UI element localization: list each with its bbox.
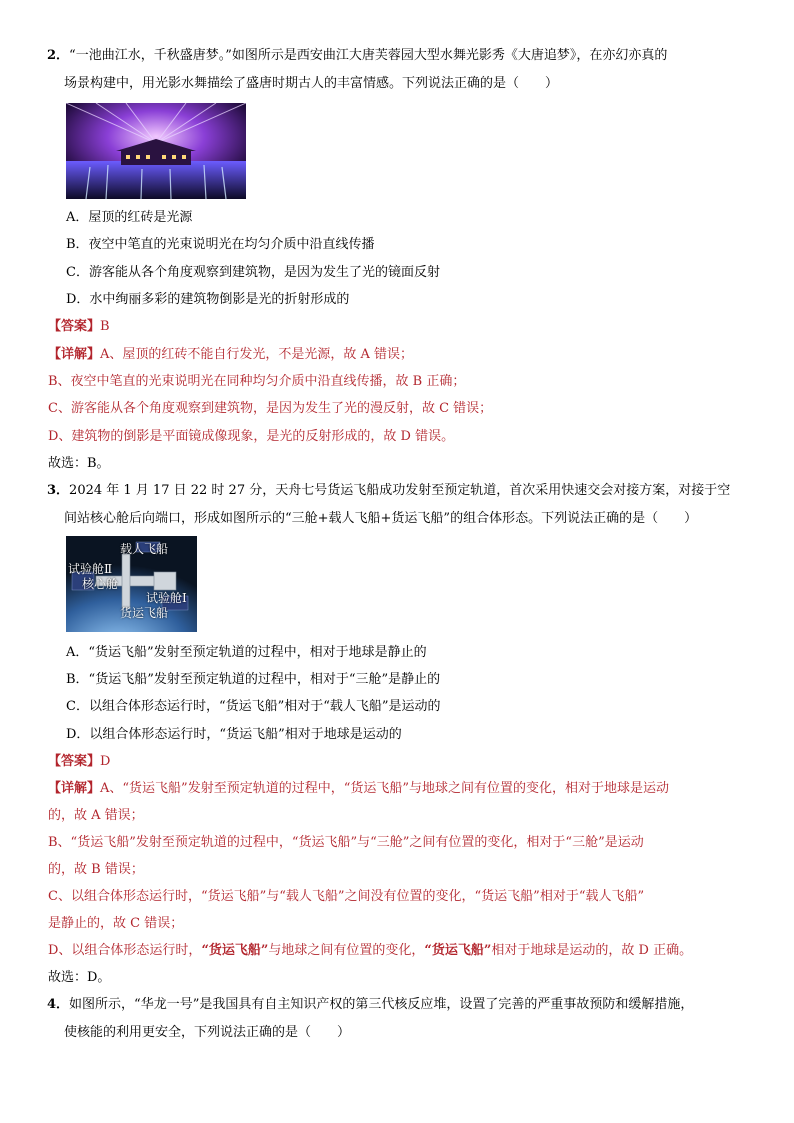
detail-line-b1: B、“货运飞船”发射至预定轨道的过程中，“货运飞船”与“三舱”之间有位置的变化，相对于“三舱”是运动 [48, 835, 644, 850]
answer-value: D [100, 754, 111, 769]
detail-d-highlight-1: “货运飞船” [201, 943, 269, 958]
question-number: 2． [47, 48, 70, 63]
question-3-stem-line1 [47, 482, 730, 500]
detail-line-c: C、游客能从各个角度观察到建筑物，是因为发生了光的漫反射，故 C 错误； [48, 401, 493, 416]
label-core-module: 核心舱 [82, 577, 119, 591]
question-text: 2024 年 1 月 17 日 22 时 27 分，天舟七号货运飞船成功发射至预定轨道，首次采用快速交会对接方案，对接于空 [69, 483, 731, 498]
detail-line-a [48, 346, 413, 364]
label-experiment-module-2: 试验舱Ⅱ [68, 562, 113, 576]
question-4-stem-line1 [47, 996, 693, 1014]
question-3-stem-line2: 间站核心舱后向端口，形成如图所示的“三舱+载人飞船+货运飞船”的组合体形态。下列说法正确的是（ ） [64, 511, 698, 526]
label-cargo-spacecraft: 货运飞船 [120, 606, 169, 620]
option-a: A．“货运飞船”发射至预定轨道的过程中，相对于地球是静止的 [66, 645, 427, 660]
detail-text: A、“货运飞船”发射至预定轨道的过程中，“货运飞船”与地球之间有位置的变化，相对于地球是运动 [100, 781, 669, 796]
answer-tag: 【答案】 [48, 319, 101, 334]
answer-value: B [100, 319, 110, 334]
detail-line-a1 [48, 780, 669, 798]
detail-text: A、屋顶的红砖不能自行发光，不是光源，故 A 错误； [100, 347, 414, 362]
space-station-image [66, 536, 197, 632]
option-b: B．夜空中笔直的光束说明光在均匀介质中沿直线传播 [66, 237, 375, 252]
answer-tag: 【答案】 [48, 754, 101, 769]
option-a: A．屋顶的红砖是光源 [66, 210, 193, 225]
option-d: D．水中绚丽多彩的建筑物倒影是光的折射形成的 [66, 292, 350, 307]
detail-tag: 【详解】 [48, 347, 101, 362]
question-text: 如图所示，“华龙一号”是我国具有自主知识产权的第三代核反应堆，设置了完善的严重事故预防和缓解措施， [69, 997, 694, 1012]
question-4-stem-line2: 使核能的利用更安全，下列说法正确的是（ ） [64, 1025, 351, 1040]
detail-line-c2: 是静止的，故 C 错误； [48, 916, 184, 931]
detail-tag: 【详解】 [48, 781, 101, 796]
option-b: B．“货运飞船”发射至预定轨道的过程中，相对于“三舱”是静止的 [66, 672, 441, 687]
detail-line-d [48, 942, 692, 960]
detail-d-suffix: 相对于地球是运动的，故 D 正确。 [491, 943, 693, 958]
question-text: “一池曲江水，千秋盛唐梦。”如图所示是西安曲江大唐芙蓉园大型水舞光影秀《大唐追梦》，在亦幻亦真的 [69, 48, 668, 63]
label-experiment-module-1: 试验舱Ⅰ [146, 591, 187, 605]
answer-line [48, 318, 110, 336]
question-number: 3． [47, 483, 70, 498]
option-c: C．以组合体形态运行时，“货运飞船”相对于“载人飞船”是运动的 [66, 699, 441, 714]
detail-line-d: D、建筑物的倒影是平面镜成像现象，是光的反射形成的，故 D 错误。 [48, 429, 455, 444]
detail-line-a2: 的，故 A 错误； [48, 808, 144, 823]
question-2-stem-line2: 场景构建中，用光影水舞描绘了盛唐时期古人的丰富情感。下列说法正确的是（ ） [64, 76, 559, 91]
conclusion: 故选：B。 [48, 456, 110, 471]
detail-line-b: B、夜空中笔直的光束说明光在同种均匀介质中沿直线传播，故 B 正确； [48, 374, 466, 389]
detail-line-c1: C、以组合体形态运行时，“货运飞船”与“载人飞船”之间没有位置的变化，“货运飞船”相对于“载人飞船” [48, 889, 645, 904]
label-crewed-spacecraft: 载人飞船 [120, 542, 169, 556]
answer-line [48, 753, 110, 771]
conclusion: 故选：D。 [48, 970, 111, 985]
detail-line-b2: 的，故 B 错误； [48, 862, 144, 877]
detail-d-highlight-2: “货运飞船” [424, 943, 492, 958]
detail-d-prefix: D、以组合体形态运行时， [48, 943, 202, 958]
question-number: 4． [47, 997, 70, 1012]
option-c: C．游客能从各个角度观察到建筑物，是因为发生了光的镜面反射 [66, 265, 440, 280]
detail-d-middle: 与地球之间有位置的变化， [268, 943, 425, 958]
question-2-stem-line1 [47, 47, 667, 65]
option-d: D．以组合体形态运行时，“货运飞船”相对于地球是运动的 [66, 727, 402, 742]
light-show-image [66, 103, 246, 199]
light-show-illustration [66, 103, 246, 199]
